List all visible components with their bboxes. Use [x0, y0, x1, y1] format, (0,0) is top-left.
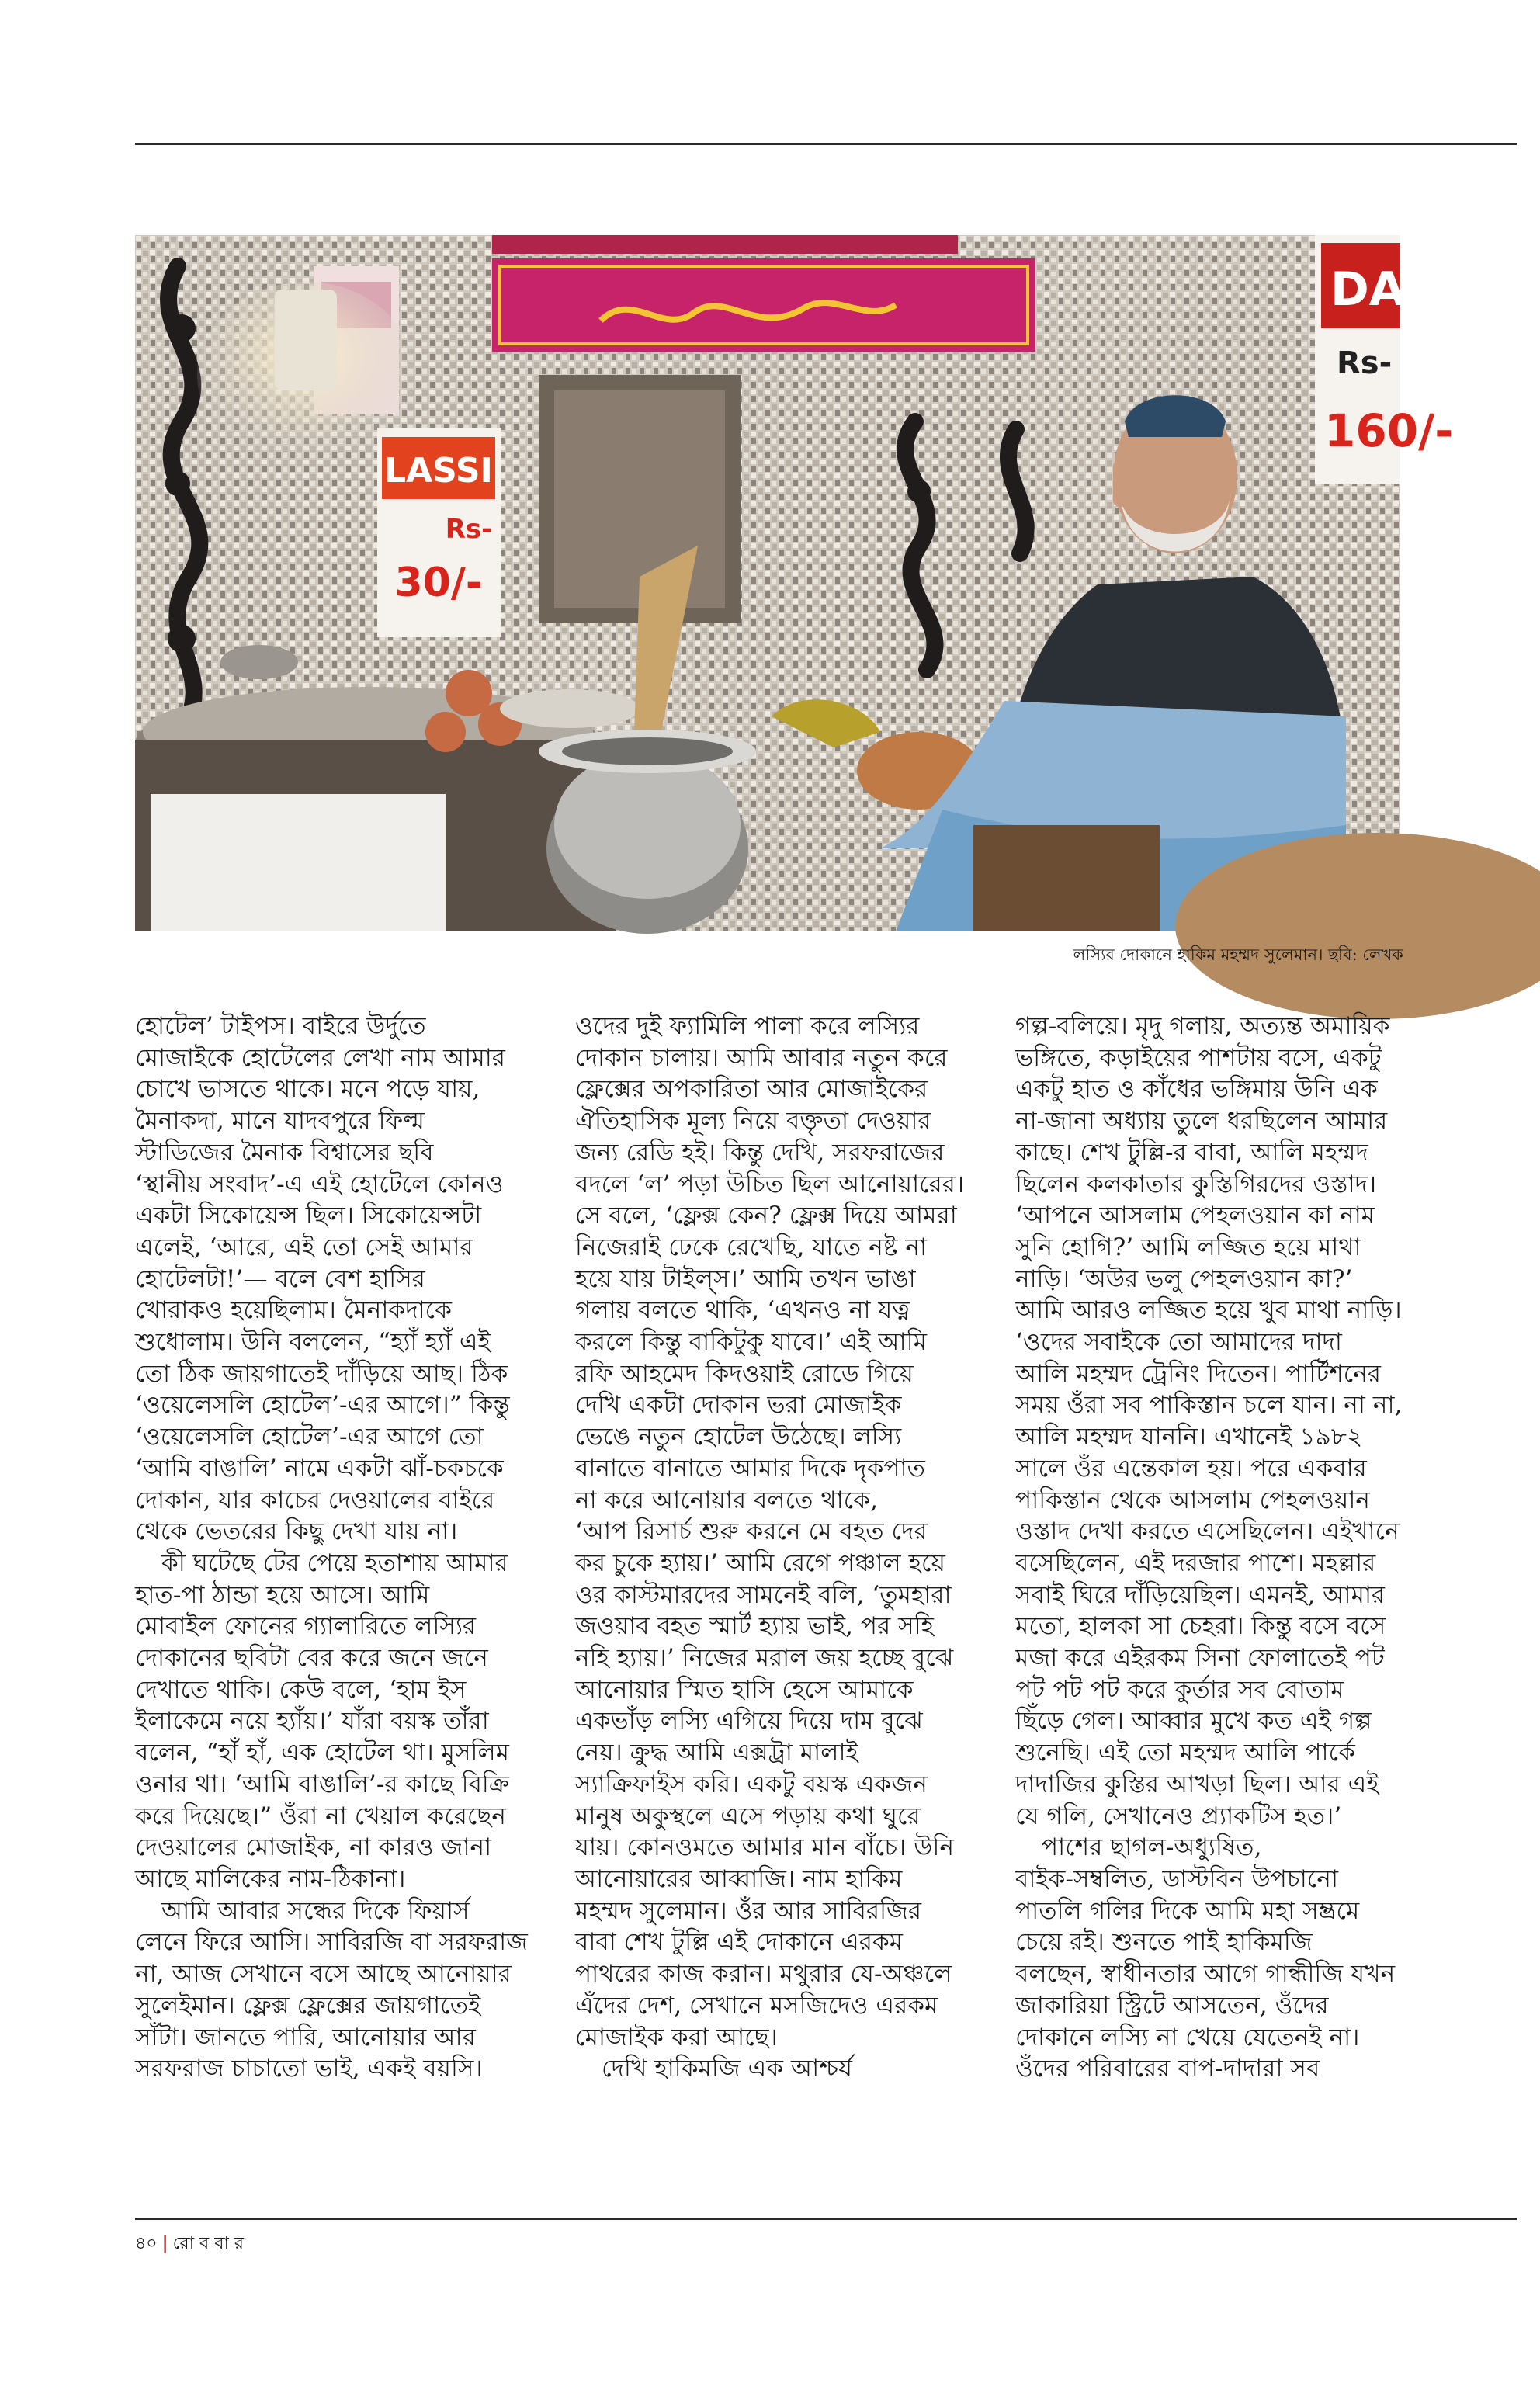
paragraph: গল্প-বলিয়ে। মৃদু গলায়, অত্যন্ত অমায়িক ভঙ্গিতে, কড়াইয়ের পাশটায় বসে, একটু একটু হাত ও কাঁধের ভঙ্গিমায় উনি এক না-জানা অধ্যায় তুলে ধরছিলেন আমার কাছে। শেখ টুল্লি-র বাবা, আলি মহম্মদ ছিলেন কলকাতার কুস্তিগিরদের ওস্তাদ। ‘আপনে আসলাম পেহলওয়ান কা নাম সুনি হোগি?’ আমি লজ্জিত হয়ে মাথা নাড়ি। ‘অউর ভলু পেহলওয়ান কা?’ আমি আরও লজ্জিত হয়ে খুব মাথা নাড়ি। ‘ওদের সবাইকে তো আমাদের দাদা আলি মহম্মদ ট্রেনিং দিতেন। পার্টিশনের সময় ওঁরা সব পাকিস্তান চলে যান। না না, আলি মহম্মদ যাননি। এখানেই ১৯৮২ সালে ওঁর এন্তেকাল হয়। পরে একবার পাকিস্তান থেকে আসলাম পেহলওয়ান ওস্তাদ দেখা করতে এসেছিলেন। এইখানে বসেছিলেন, এই দরজার পাশে। মহল্লার সবাই ঘিরে দাঁড়িয়েছিল। এমনই, আমার মতো, হালকা সা চেহরা। কিন্তু বসে বসে মজা করে এইরকম সিনা ফোলাতেই পট পট পট পট করে কুর্তার সব বোতাম ছিঁড়ে গেল। আব্বার মুখে কত এই গল্প শুনেছি। এই তো মহম্মদ আলি পার্কে দাদাজির কুস্তির আখড়া ছিল। আর এই যে গলি, সেখানেও প্র্যাকটিস হত।’ — [1015, 1012, 1403, 1830]
photo-caption: লস্যির দোকানে হাকিম মহম্মদ সুলেমান। ছবি: লেখক — [1073, 945, 1403, 964]
footer-separator: | — [161, 2233, 168, 2253]
lassi-shop-photo — [135, 235, 1454, 931]
paragraph: পাশের ছাগল-অধ্যুষিত, বাইক-সম্বলিত, ডাস্টবিন উপচানো পাতলি গলির দিকে আমি মহা সম্ভ্রমে চেয়ে রই। শুনতে পাই হাকিমজি বলছেন, স্বাধীনতার আগে গান্ধীজি যখন জাকারিয়া স্ট্রিটে আসতেন, ওঁদের দোকানে লস্যি না খেয়ে যেতেনই না। ওঁদের পরিবারের বাপ-দাদারা সব — [1015, 1833, 1396, 2083]
lassi-sign-price: 30/- — [394, 560, 483, 606]
paragraph: কী ঘটেছে টের পেয়ে হতাশায় আমার হাত-পা ঠান্ডা হয়ে আসে। আমি মোবাইল ফোনের গ্যালারিতে লস্যির দোকানের ছবিটা বের করে জনে জনে দেখাতে থাকি। কেউ বলে, ‘হাম ইস ইলাকেমে নয়ে হ্যাঁয়।’ যাঁরা বয়স্ক তাঁরা বলেন, “হাঁ হাঁ, এক হোটেল থা। মুসলিম ওনার থা। ‘আমি বাঙালি’-র কাছে বিক্রি করে দিয়েছে।” ওঁরা না খেয়াল করেছেন দেওয়ালের মোজাইক, না কারও জানা আছে মালিকের নাম-ঠিকানা। — [135, 1549, 510, 1893]
page-footer — [135, 2232, 244, 2255]
page-number: ৪০ — [135, 2234, 158, 2253]
top-rule — [135, 143, 1517, 145]
dahi-sign-label: DAH — [1330, 262, 1445, 317]
text-column-1 — [135, 1011, 531, 2085]
lassi-sign-rs: Rs- — [445, 514, 493, 545]
lassi-sign-label: LASSI — [384, 451, 493, 491]
magazine-name: রো ব বা র — [172, 2234, 244, 2253]
paragraph: হোটেল’ টাইপস। বাইরে উর্দুতে মোজাইকে হোটেলের লেখা নাম আমার চোখে ভাসতে থাকে। মনে পড়ে যায়, মৈনাকদা, মানে যাদবপুরে ফিল্ম স্টাডিজের মৈনাক বিশ্বাসের ছবি ‘স্থানীয় সংবাদ’-এ এই হোটেলে কোনও একটা সিকোয়েন্স ছিল। সিকোয়েন্সটা এলেই, ‘আরে, এই তো সেই আমার হোটেলটা!’— বলে বেশ হাসির খোরাকও হয়েছিলাম। মৈনাকদাকে শুধোলাম। উনি বললেন, “হ্যাঁ হ্যাঁ এই তো ঠিক জায়গাতেই দাঁড়িয়ে আছ। ঠিক ‘ওয়েলেসলি হোটেল’-এর আগে।” কিন্তু ‘ওয়েলেসলি হোটেল’-এর আগে তো ‘আমি বাঙালি’ নামে একটা ঝাঁ-চকচকে দোকান, যার কাচের দেওয়ালের বাইরে থেকে ভেতরের কিছু দেখা যায় না। — [135, 1012, 510, 1546]
dahi-sign-rs: Rs- — [1337, 345, 1393, 381]
bottom-rule — [135, 2218, 1517, 2220]
text-column-3 — [1015, 1011, 1411, 2085]
paragraph: দেখি হাকিমজি এক আশ্চর্য — [602, 2055, 853, 2083]
paragraph: আমি আবার সন্ধের দিকে ফিয়ার্স লেনে ফিরে আসি। সাবিরজি বা সরফরাজ না, আজ সেখানে বসে আছে আনোয়ার সুলেইমান। ফ্লেক্স ফ্লেক্সের জায়গাতেই সাঁটা। জানতে পারি, আনোয়ার আর সরফরাজ চাচাতো ভাই, একই বয়সি। — [135, 1896, 529, 2083]
text-column-2 — [575, 1011, 971, 2085]
paragraph: ওদের দুই ফ্যামিলি পালা করে লস্যির দোকান চালায়। আমি আবার নতুন করে ফ্লেক্সের অপকারিতা আর মোজাইকের ঐতিহাসিক মূল্য নিয়ে বক্তৃতা দেওয়ার জন্য রেডি হই। কিন্তু দেখি, সরফরাজের বদলে ‘ল’ পড়া উচিত ছিল আনোয়ারের। সে বলে, ‘ফ্লেক্স কেন? ফ্লেক্স দিয়ে আমরা নিজেরাই ঢেকে রেখেছি, যাতে নষ্ট না হয়ে যায় টাইল্স।’ আমি তখন ভাঙা গলায় বলতে থাকি, ‘এখনও না যত্ন করলে কিন্তু বাকিটুকু যাবে।’ এই আমি রফি আহমেদ কিদওয়াই রোডে গিয়ে দেখি একটা দোকান ভরা মোজাইক ভেঙে নতুন হোটেল উঠেছে। লস্যি বানাতে বানাতে আমার দিকে দৃকপাত না করে আনোয়ার বলতে থাকে, ‘আপ রিসার্চ শুরু করনে মে বহত দের কর চুকে হ্যায়।’ আমি রেগে পঞ্চাল হয়ে ওর কাস্টমারদের সামনেই বলি, ‘তুমহারা জওয়াব বহত স্মার্ট হ্যায় ভাই, পর সহি নহি হ্যায়।’ নিজের মরাল জয় হচ্ছে বুঝে আনোয়ার স্মিত হাসি হেসে আমাকে একভাঁড় লস্যি এগিয়ে দিয়ে দাম বুঝে নেয়। ক্রুদ্ধ আমি এক্সট্রা মালাই স্যাক্রিফাইস করি। একটু বয়স্ক একজন মানুষ অকুস্থলে এসে পড়ায় কথা ঘুরে যায়। কোনওমতে আমার মান বাঁচে। উনি আনোয়ারের আব্বাজি। নাম হাকিম মহম্মদ সুলেমান। ওঁর আর সাবিরজির বাবা শেখ টুল্লি এই দোকানে এরকম পাথরের কাজ করান। মথুরার যে-অঞ্চলে এঁদের দেশ, সেখানে মসজিদেও এরকম মোজাইক করা আছে। — [575, 1012, 965, 2051]
article-photo — [135, 235, 1454, 931]
dahi-sign-price: 160/- — [1324, 404, 1454, 457]
